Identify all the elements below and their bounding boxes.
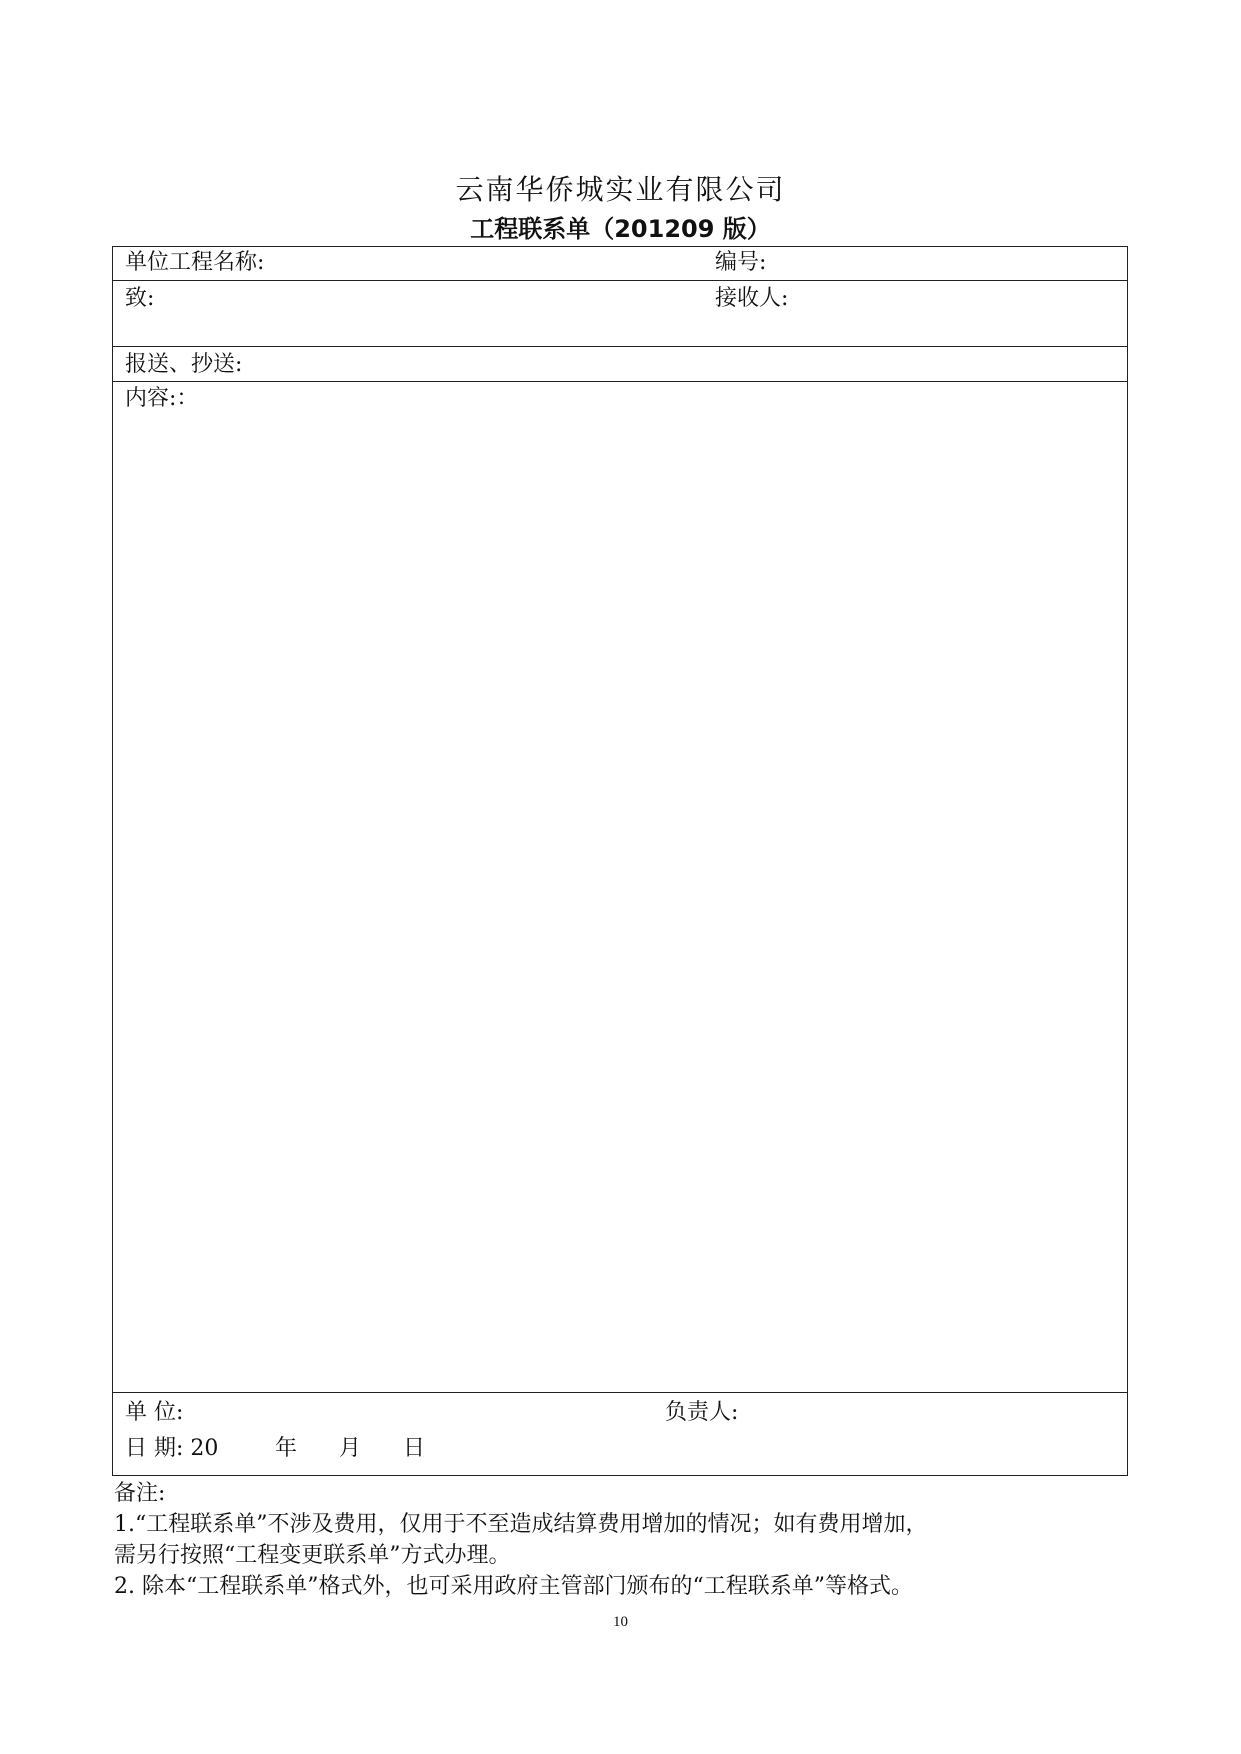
notes-section xyxy=(114,1478,1144,1602)
page-number: 10 xyxy=(613,1614,628,1630)
date-label: 日 期: 20 xyxy=(125,1436,219,1461)
note-line-2: 需另行按照“工程变更联系单”方式办理。 xyxy=(114,1543,511,1568)
company-title: 云南华侨城实业有限公司 xyxy=(455,173,786,206)
row-divider xyxy=(113,1392,1127,1393)
day-label: 日 xyxy=(403,1436,426,1461)
responsible-label: 负责人: xyxy=(665,1400,739,1425)
content-label: 内容:： xyxy=(125,386,199,411)
contact-form-table xyxy=(112,246,1128,1476)
row-divider xyxy=(113,381,1127,382)
notes-title: 备注: xyxy=(114,1481,166,1506)
form-title: 工程联系单（201209 版） xyxy=(470,215,771,243)
row-divider xyxy=(113,280,1127,281)
receiver-label: 接收人: xyxy=(715,286,789,311)
month-label: 月 xyxy=(339,1436,362,1461)
number-label: 编号: xyxy=(715,250,767,275)
row-divider xyxy=(113,346,1127,347)
note-line-3: 2. 除本“工程联系单”格式外，也可采用政府主管部门颁布的“工程联系单”等格式。 xyxy=(114,1574,913,1599)
project-name-label: 单位工程名称: xyxy=(125,250,265,275)
year-label: 年 xyxy=(275,1436,298,1461)
cc-label: 报送、抄送: xyxy=(125,352,243,377)
unit-label: 单 位: xyxy=(125,1400,184,1425)
note-line-1: 1.“工程联系单”不涉及费用，仅用于不至造成结算费用增加的情况；如有费用增加， xyxy=(114,1512,928,1537)
to-label: 致: xyxy=(125,286,155,311)
